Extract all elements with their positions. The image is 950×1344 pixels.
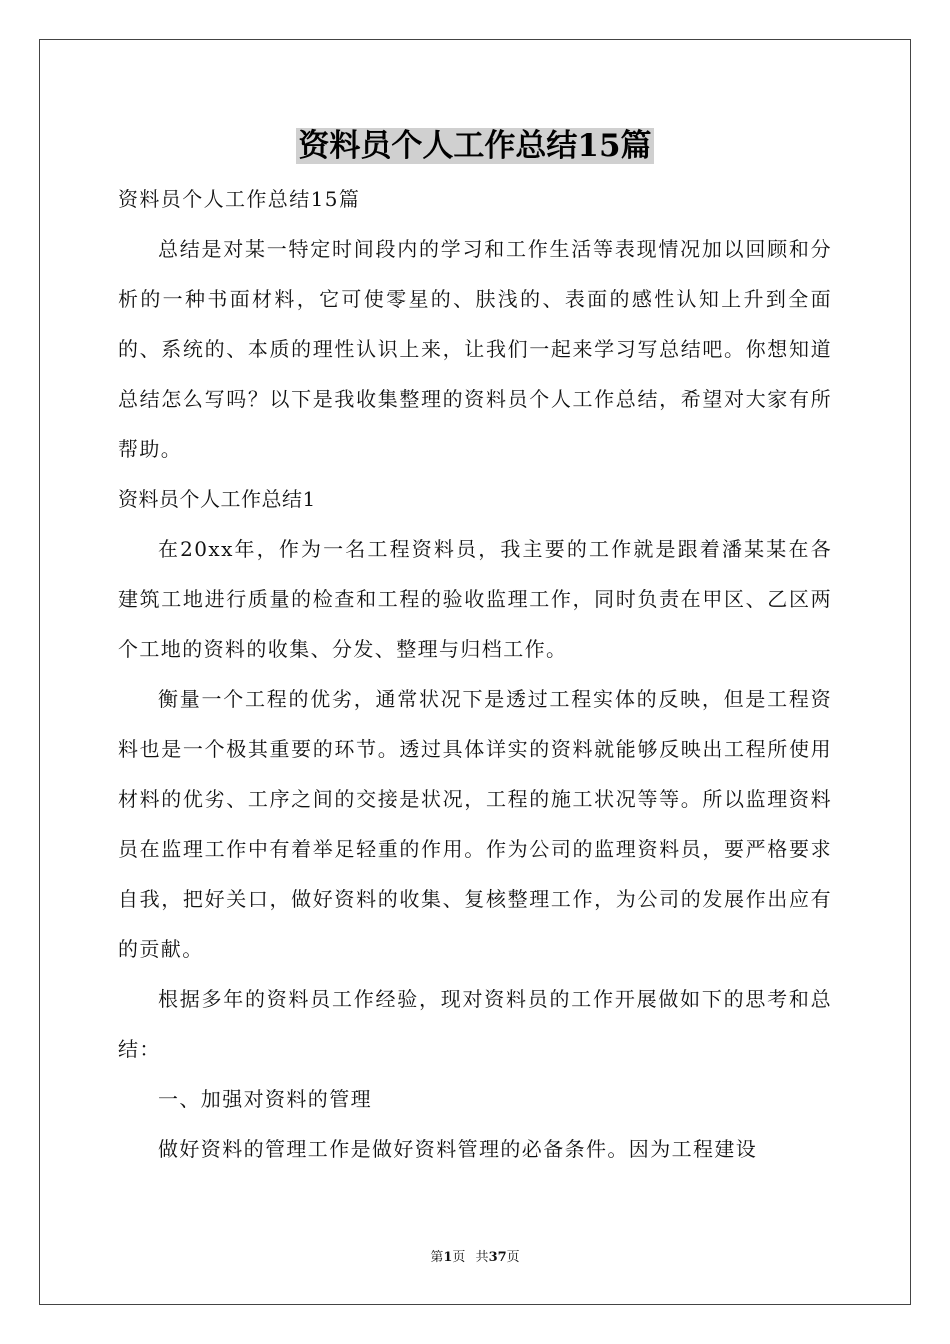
paragraph-intro: 总结是对某一特定时间段内的学习和工作生活等表现情况加以回顾和分析的一种书面材料，它可使零星的、肤浅的、表面的感性认知上升到全面的、系统的、本质的理性认识上来，让我们一起来学习写总结吧。你想知道总结怎么写吗？以下是我收集整理的资料员个人工作总结，希望对大家有所帮助。 bbox=[118, 237, 832, 461]
document-body bbox=[118, 174, 832, 1174]
subheading: 一、加强对资料的管理 bbox=[158, 1087, 372, 1111]
document-title bbox=[0, 124, 950, 168]
page-number: 1 bbox=[443, 1250, 453, 1265]
paragraph: 根据多年的资料员工作经验，现对资料员的工作开展做如下的思考和总结： bbox=[118, 987, 832, 1061]
total-pages-indicator: 共37页 bbox=[475, 1250, 520, 1265]
paragraph: 衡量一个工程的优劣，通常状况下是透过工程实体的反映，但是工程资料也是一个极其重要的环节。透过具体详实的资料就能够反映出工程所使用材料的优劣、工序之间的交接是状况，工程的施工状况等等。所以监理资料员在监理工作中有着举足轻重的作用。作为公司的监理资料员，要严格要求自我，把好关口，做好资料的收集、复核整理工作，为公司的发展作出应有的贡献。 bbox=[118, 687, 832, 961]
paragraph: 在20xx年，作为一名工程资料员，我主要的工作就是跟着潘某某在各建筑工地进行质量的检查和工程的验收监理工作，同时负责在甲区、乙区两个工地的资料的收集、分发、整理与归档工作。 bbox=[118, 537, 832, 661]
document-title-text: 资料员个人工作总结15篇 bbox=[298, 128, 652, 164]
page-footer bbox=[0, 1246, 950, 1265]
section-heading-1: 资料员个人工作总结1 bbox=[118, 487, 316, 511]
paragraph: 做好资料的管理工作是做好资料管理的必备条件。因为工程建设 bbox=[158, 1137, 758, 1161]
total-pages: 37 bbox=[488, 1250, 507, 1265]
paragraph-subtitle: 资料员个人工作总结15篇 bbox=[118, 187, 361, 211]
page-indicator: 第1页 bbox=[430, 1250, 466, 1265]
